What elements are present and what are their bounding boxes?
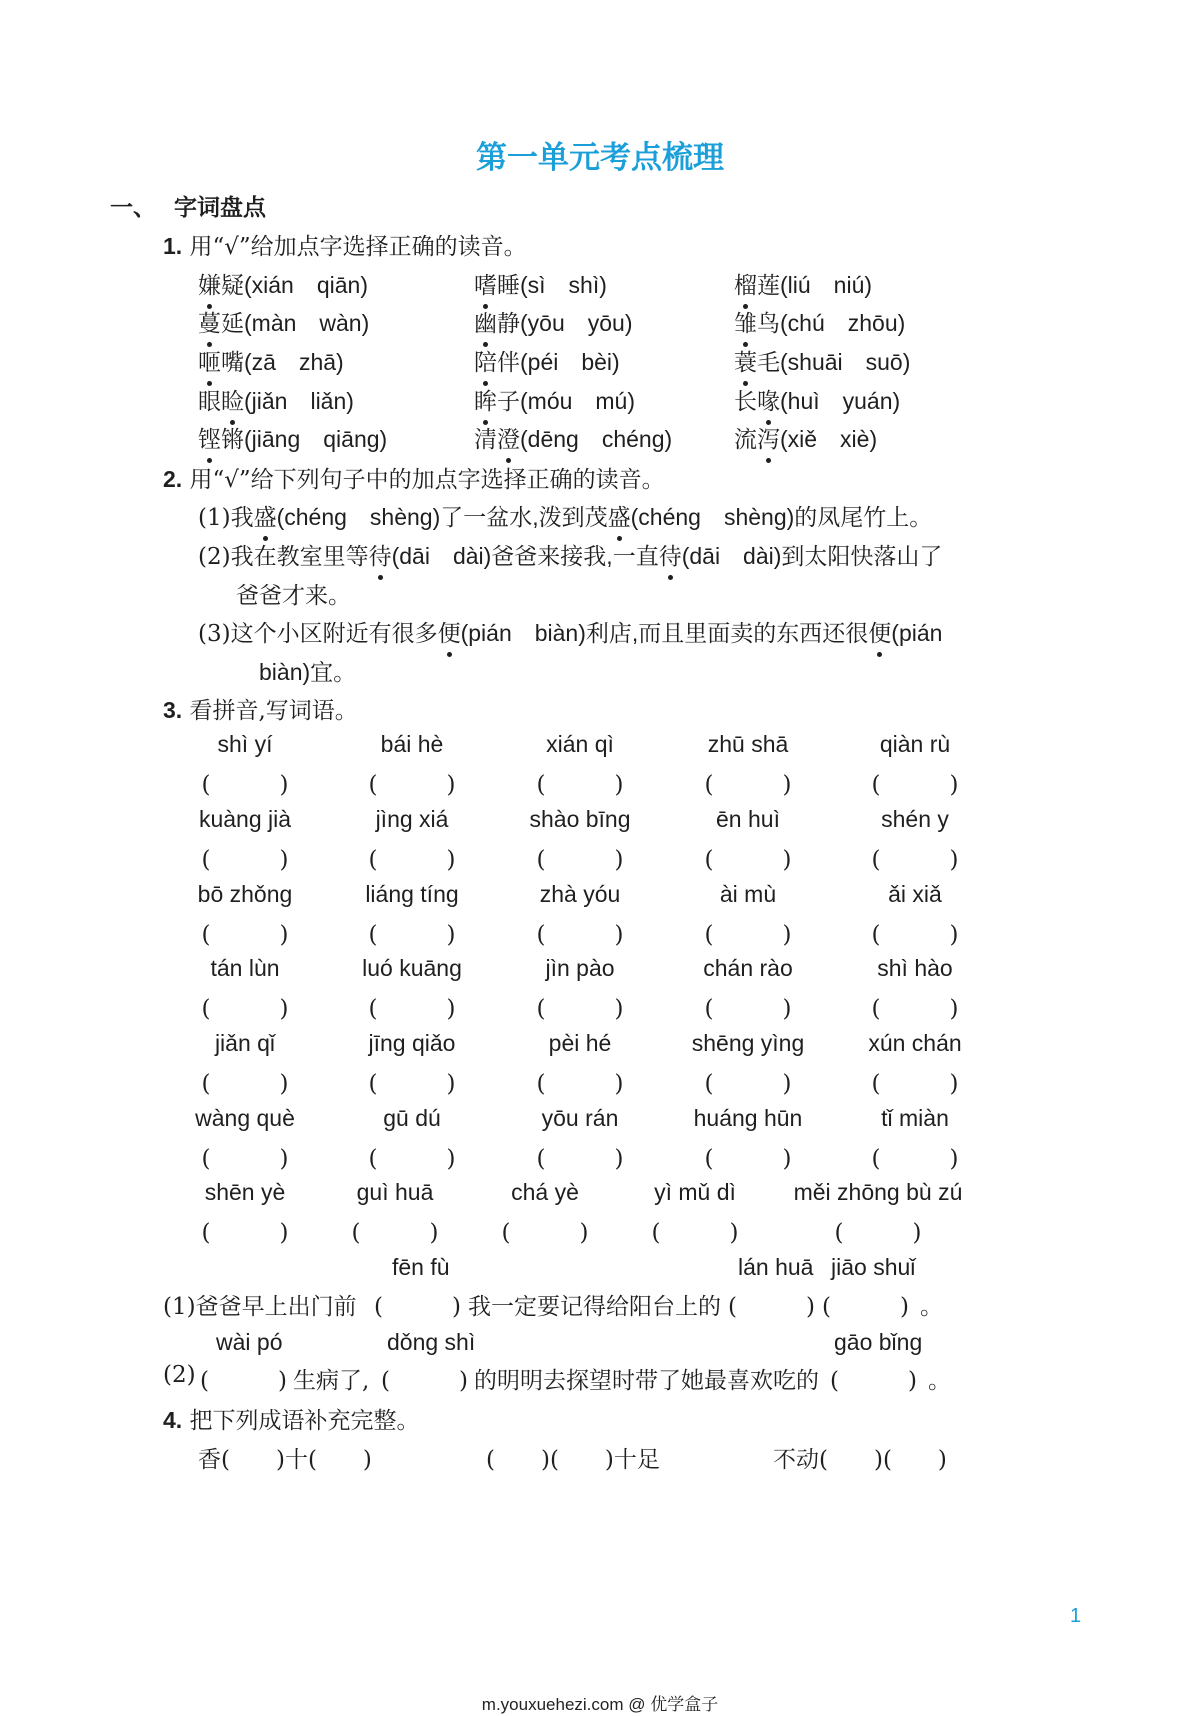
dotted-char: 铿	[198, 421, 221, 454]
pinyin-word: chán rào	[703, 955, 793, 981]
question-4	[163, 1402, 420, 1435]
pinyin-word: liáng tíng	[365, 881, 459, 907]
question-number: 3.	[163, 697, 183, 723]
dotted-char: 榴	[734, 267, 757, 300]
answer-blank[interactable]: ( )	[201, 996, 289, 1022]
pinyin-word: shēng yìng	[691, 1030, 805, 1056]
pinyin-word: jiǎn qǐ	[214, 1030, 276, 1056]
answer-blank[interactable]: ( )	[830, 1368, 917, 1394]
pinyin-choice-item: 嫌疑(xián qiān)	[198, 267, 368, 300]
pinyin-word: jìn pào	[545, 955, 615, 981]
question-1	[163, 228, 527, 261]
question-text: 用“√”给加点字选择正确的读音。	[189, 234, 527, 260]
pinyin-hint: wài pó	[216, 1329, 283, 1355]
pinyin-choice-item: 幽静(yōu yōu)	[474, 305, 632, 338]
dotted-char: 待	[659, 538, 682, 571]
pinyin-word: ài mù	[719, 881, 777, 907]
answer-blank[interactable]: ( )	[374, 1294, 461, 1320]
section-number: 一、	[110, 194, 156, 221]
pinyin-word: gū dú	[383, 1105, 441, 1131]
answer-blank[interactable]: ( )	[871, 847, 959, 873]
pinyin-word: huáng hūn	[693, 1105, 803, 1131]
pinyin-word: wàng què	[195, 1105, 295, 1131]
section-heading	[110, 189, 266, 222]
answer-blank[interactable]: ( )	[704, 922, 792, 948]
pinyin-word: bái hè	[380, 731, 444, 757]
pinyin-options[interactable]: (xiě xiè)	[780, 426, 878, 452]
question-number: 4.	[163, 1407, 183, 1433]
question-text: 把下列成语补充完整。	[189, 1408, 420, 1434]
sentence-1: (1)我盛(chéng shèng)了一盆水,泼到茂盛(chéng shèng)的凤尾竹上。	[198, 499, 932, 532]
pinyin-word: ǎi xiǎ	[888, 881, 942, 907]
answer-blank[interactable]: ( )	[536, 847, 624, 873]
question-3	[163, 692, 358, 725]
answer-blank[interactable]: ( )	[536, 772, 624, 798]
pinyin-choice-item: 流泻(xiě xiè)	[734, 421, 877, 454]
pinyin-choice-item: 雏鸟(chú zhōu)	[734, 305, 905, 338]
answer-blank[interactable]: ( )	[368, 1071, 456, 1097]
dotted-char: 雏	[734, 305, 757, 338]
sentence-2: (2)我在教室里等待(dāi dài)爸爸来接我,一直待(dāi dài)到太阳快落山了	[198, 538, 942, 571]
answer-blank[interactable]: ( )	[201, 922, 289, 948]
pinyin-word: měi zhōng bù zú	[793, 1179, 963, 1205]
dotted-char: 便	[438, 615, 461, 648]
answer-blank[interactable]: ( )	[704, 1071, 792, 1097]
answer-blank[interactable]: ( )	[201, 1071, 289, 1097]
idiom-blank[interactable]: 不动( )( )	[773, 1447, 947, 1473]
answer-blank[interactable]: ( )	[871, 996, 959, 1022]
pinyin-word: bō zhǒng	[197, 881, 293, 907]
answer-blank[interactable]: ( )	[536, 996, 624, 1022]
answer-blank[interactable]: ( )	[822, 1294, 909, 1320]
pinyin-choice-item: 清澄(dēng chéng)	[474, 421, 672, 454]
dotted-char: 便	[868, 615, 891, 648]
pinyin-options[interactable]: (yōu yōu)	[520, 310, 633, 336]
pinyin-choice-item: 榴莲(liú niú)	[734, 267, 872, 300]
dotted-char: 嫌	[198, 267, 221, 300]
answer-blank[interactable]: ( )	[728, 1294, 815, 1320]
dotted-char: 盛	[608, 499, 631, 532]
pinyin-word: yì mǔ dì	[654, 1179, 736, 1205]
answer-blank[interactable]: ( )	[368, 1146, 456, 1172]
dotted-char: 嗜	[474, 267, 497, 300]
dotted-char: 眸	[474, 383, 497, 416]
question-number: 1.	[163, 233, 183, 259]
pinyin-options[interactable]: (màn wàn)	[244, 310, 370, 336]
pinyin-options[interactable]: (xián qiān)	[244, 272, 368, 298]
pinyin-word: luó kuāng	[362, 955, 462, 981]
idiom-blank[interactable]: ( )( )十足	[486, 1447, 660, 1473]
page-number: 1	[1070, 1605, 1082, 1627]
dotted-char: 盛	[254, 499, 277, 532]
dotted-char: 蔓	[198, 305, 221, 338]
pinyin-options[interactable]: (dēng chéng)	[520, 426, 673, 452]
pinyin-choice-item: 眼睑(jiǎn liǎn)	[198, 383, 354, 416]
dotted-char: 蓑	[734, 344, 757, 377]
pinyin-options[interactable]: (péi bèi)	[520, 349, 620, 375]
answer-blank[interactable]: ( )	[536, 1146, 624, 1172]
pinyin-word: shào bīng	[529, 806, 631, 832]
sentence-3: (3)这个小区附近有很多便(pián biàn)利店,而且里面卖的东西还很便(pián	[198, 615, 942, 648]
pinyin-word: xún chán	[868, 1030, 962, 1056]
dotted-char: 泻	[757, 421, 780, 454]
answer-blank[interactable]: ( )	[368, 996, 456, 1022]
pinyin-choice-item: 眸子(móu mú)	[474, 383, 635, 416]
answer-blank[interactable]: ( )	[351, 1220, 439, 1246]
pinyin-options[interactable]: (móu mú)	[520, 388, 636, 414]
answer-blank[interactable]: ( )	[704, 996, 792, 1022]
answer-blank[interactable]: ( )	[871, 772, 959, 798]
question-number: 2.	[163, 466, 183, 492]
answer-blank[interactable]: ( )	[201, 1220, 289, 1246]
fill-sentence-1: (1)爸爸早上出门前	[163, 1294, 357, 1320]
pinyin-hint: lán huā	[738, 1254, 814, 1280]
answer-blank[interactable]: ( )	[201, 847, 289, 873]
fill-sentence-2: 生病了,	[293, 1368, 370, 1394]
pinyin-word: qiàn rù	[879, 731, 951, 757]
pinyin-options[interactable]: (zā zhā)	[244, 349, 344, 375]
pinyin-hint: jiāo shuǐ	[831, 1254, 916, 1280]
answer-blank[interactable]: ( )	[871, 1146, 959, 1172]
answer-blank[interactable]: ( )	[536, 1071, 624, 1097]
pinyin-word: zhū shā	[707, 731, 789, 757]
answer-blank[interactable]: ( )	[536, 922, 624, 948]
pinyin-options[interactable]: (shuāi suō)	[780, 349, 911, 375]
answer-blank[interactable]: ( )	[834, 1220, 922, 1246]
pinyin-word: ēn huì	[716, 806, 780, 832]
pinyin-options[interactable]: (chú zhōu)	[780, 310, 906, 336]
section-label: 字词盘点	[174, 194, 267, 221]
pinyin-choice-item: 陪伴(péi bèi)	[474, 344, 620, 377]
fill-sentence-2: 的明明去探望时带了她最喜欢吃的	[474, 1368, 819, 1394]
question-2	[163, 461, 665, 494]
pinyin-choice-item: 蔓延(màn wàn)	[198, 305, 369, 338]
dotted-char: 陪	[474, 344, 497, 377]
pinyin-word: chá yè	[511, 1179, 579, 1205]
pinyin-word: tán lùn	[210, 955, 280, 981]
pinyin-hint: gāo bǐng	[834, 1329, 923, 1355]
fill-sentence-1: 我一定要记得给阳台上的	[468, 1294, 721, 1320]
pinyin-word: jīng qiǎo	[368, 1030, 456, 1056]
pinyin-options[interactable]: (jiāng qiāng)	[244, 426, 388, 452]
pinyin-hint: dǒng shì	[387, 1329, 476, 1355]
pinyin-word: xián qì	[546, 731, 614, 757]
pinyin-word: kuàng jià	[198, 806, 292, 832]
pinyin-word: pèi hé	[548, 1030, 612, 1056]
question-text: 看拼音,写词语。	[189, 698, 358, 724]
pinyin-options[interactable]: (jiǎn liǎn)	[244, 388, 354, 414]
answer-blank[interactable]: ( )	[368, 772, 456, 798]
footer-watermark: m.youxuehezi.com @ 优学盒子	[481, 1695, 719, 1714]
dotted-char: 睑	[221, 383, 244, 416]
pinyin-options[interactable]: (sì shì)	[520, 272, 607, 298]
pinyin-word: guì huā	[356, 1179, 434, 1205]
answer-blank[interactable]: ( )	[368, 847, 456, 873]
answer-blank[interactable]: ( )	[651, 1220, 739, 1246]
sentence-2-continued: 爸爸才来。	[236, 583, 351, 609]
answer-blank[interactable]: ( )	[501, 1220, 589, 1246]
answer-blank[interactable]: ( )	[381, 1368, 468, 1394]
answer-blank[interactable]: ( )	[871, 922, 959, 948]
pinyin-choice-item: 嗜睡(sì shì)	[474, 267, 607, 300]
pinyin-word: yōu rán	[541, 1105, 619, 1131]
pinyin-word: zhà yóu	[539, 881, 621, 907]
idiom-blank[interactable]: 香( )十( )	[198, 1447, 372, 1473]
pinyin-choice-item: 铿锵(jiāng qiāng)	[198, 421, 387, 454]
pinyin-word: shén y	[881, 806, 949, 832]
dotted-char: 幽	[474, 305, 497, 338]
pinyin-word: tǐ miàn	[881, 1105, 949, 1131]
answer-blank[interactable]: ( )	[871, 1071, 959, 1097]
pinyin-word: shēn yè	[204, 1179, 286, 1205]
fill-sentence-2: 。	[928, 1368, 951, 1394]
dotted-char: 澄	[497, 421, 520, 454]
pinyin-hint: fēn fù	[392, 1254, 450, 1280]
pinyin-word: jìng xiá	[375, 806, 449, 832]
answer-blank[interactable]: ( )	[200, 1368, 287, 1394]
pinyin-choice-item: 咂嘴(zā zhā)	[198, 344, 344, 377]
pinyin-word: shì yí	[217, 731, 273, 757]
pinyin-choice-item: 蓑毛(shuāi suō)	[734, 344, 910, 377]
question-text: 用“√”给下列句子中的加点字选择正确的读音。	[189, 467, 665, 493]
sentence-3-continued: biàn)宜。	[259, 659, 357, 685]
pinyin-options[interactable]: (huì yuán)	[780, 388, 901, 414]
fill-sentence-1: 。	[920, 1294, 943, 1320]
pinyin-choice-item: 长喙(huì yuán)	[734, 383, 900, 416]
dotted-char: 待	[369, 538, 392, 571]
pinyin-word: shì hào	[877, 955, 953, 981]
answer-blank[interactable]: ( )	[704, 1146, 792, 1172]
answer-blank[interactable]: ( )	[704, 772, 792, 798]
dotted-char: 喙	[757, 383, 780, 416]
answer-blank[interactable]: ( )	[704, 847, 792, 873]
pinyin-options[interactable]: (liú niú)	[780, 272, 873, 298]
answer-blank[interactable]: ( )	[368, 922, 456, 948]
fill-sentence-2: (2)	[163, 1362, 196, 1388]
answer-blank[interactable]: ( )	[201, 772, 289, 798]
answer-blank[interactable]: ( )	[201, 1146, 289, 1172]
dotted-char: 咂	[198, 344, 221, 377]
page-title: 第一单元考点梳理	[476, 140, 724, 176]
